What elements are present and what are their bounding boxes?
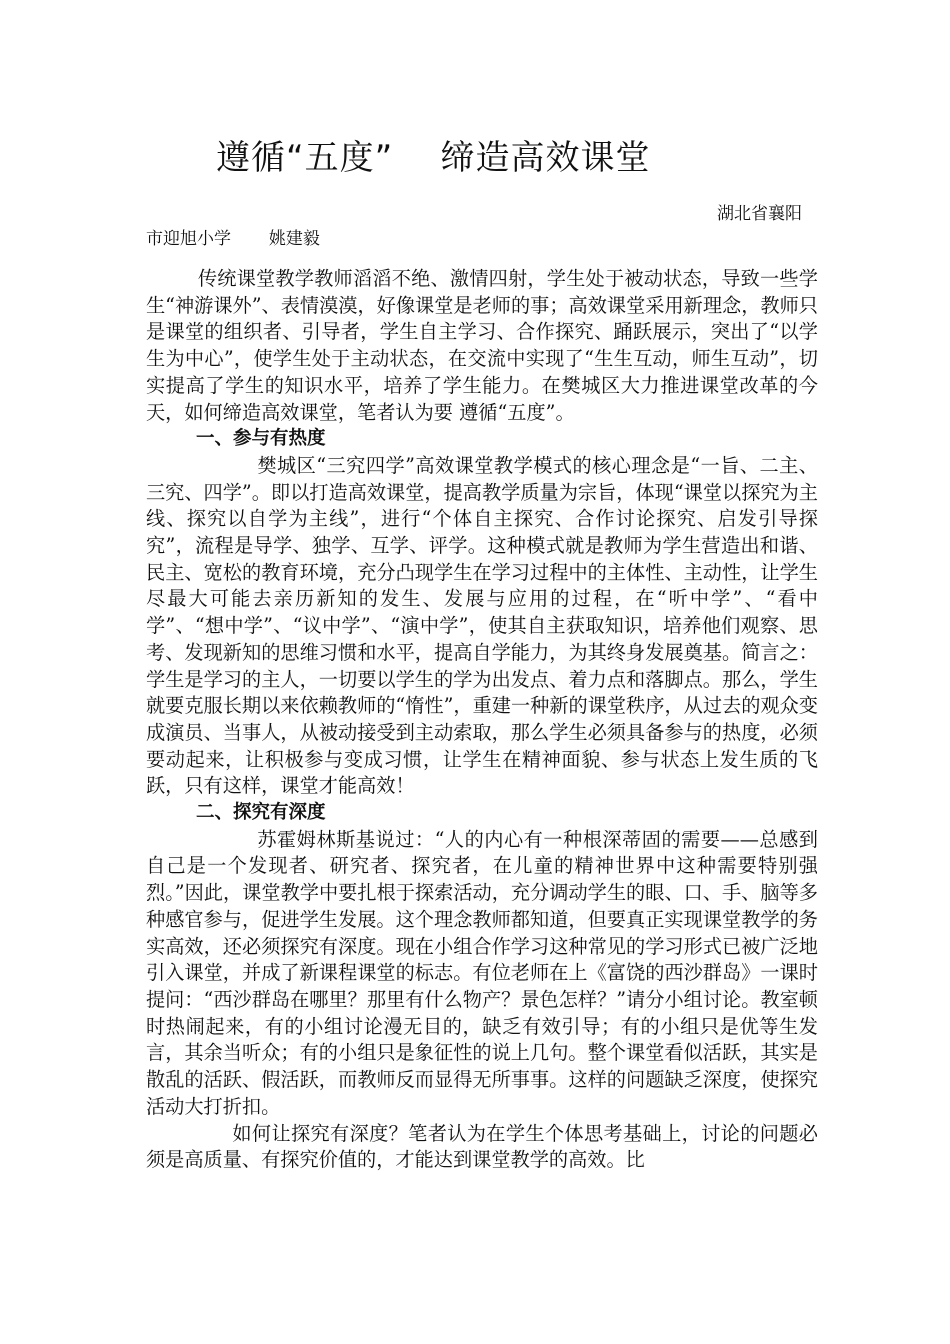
author-affiliation: 湖北省襄阳 [717,204,802,224]
section-2-paragraph-2: 如何让探究有深度？笔者认为在学生个体思考基础上，讨论的问题必须是高质量、有探究价值的，才能达到课堂教学的高效。比 [146,1121,818,1172]
document-body [146,266,818,1174]
section-2-paragraph-1: 苏霍姆林斯基说过：“人的内心有一种根深蒂固的需要——总感到自己是一个发现者、研究者、探究者，在儿童的精神世界中这种需要特别强烈。”因此，课堂教学中要扎根于探索活动，充分调动学生的眼、口、手、脑等多种感官参与，促进学生发展。这个理念教师都知道，但要真正实现课堂教学的务实高效，还必须探究有深度。现在小组合作学习这种常见的学习形式已被广泛地引入课堂，并成了新课程课堂的标志。有位老师在上《富饶的西沙群岛》一课时提问：“西沙群岛在哪里？那里有什么物产？景色怎样？”请分小组讨论。教室顿时热闹起来，有的小组讨论漫无目的，缺乏有效引导；有的小组只是优等生发言，其余当听众；有的小组只是象征性的说上几句。整个课堂看似活跃，其实是散乱的活跃、假活跃，而教师反而显得无所事事。这样的问题缺乏深度，使探究活动大打折扣。 [146,827,818,1118]
section-heading-1: 一、参与有热度 [195,428,326,450]
section-1-paragraph: 樊城区“三究四学”高效课堂教学模式的核心理念是“一旨、二主、三究、四学”。即以打造高效课堂，提高教学质量为宗旨，体现“课堂以探究为主线、探究以自学为主线”，进行“个体自主探究、合作讨论探究、启发引导探究”，流程是导学、独学、互学、评学。这种模式就是教师为学生营造出和谐、民主、宽松的教育环境，充分凸现学生在学习过程中的主体性、主动性，让学生尽最大可能去亲历新知的发生、发展与应用的过程，在“听中学”、“看中学”、“想中学”、“议中学”、“演中学”，使其自主获取知识，培养他们观察、思考、发现新知的思维习惯和水平，提高自学能力，为其终身发展奠基。简言之：学生是学习的主人，一切要以学生的学为出发点、着力点和落脚点。那么，学生就要克服长期以来依赖教师的“惰性”，重建一种新的课堂秩序，从过去的观众变成演员、当事人，从被动接受到主动索取，那么学生必须具备参与的热度，必须要动起来，让积极参与变成习惯，让学生在精神面貌、参与状态上发生质的飞跃，只有这样，课堂才能高效！ [146,453,818,798]
intro-paragraph: 传统课堂教学教师滔滔不绝、激情四射，学生处于被动状态，导致一些学生“神游课外”、表情漠漠，好像课堂是老师的事；高效课堂采用新理念，教师只是课堂的组织者、引导者，学生自主学习、合作探究、踊跃展示，突出了“以学生为中心”，使学生处于主动状态，在交流中实现了“生生互动，师生互动”，切实提高了学生的知识水平，培养了学生能力。在樊城区大力推进课堂改革的今天，如何缔造高效课堂，笔者认为要 遵循“五度”。 [146,267,818,424]
document-title: 遵循“五度” 缔造高效课堂 [216,138,651,178]
author-name: 市迎旭小学 姚建毅 [146,229,320,249]
section-heading-2: 二、探究有深度 [195,802,326,824]
